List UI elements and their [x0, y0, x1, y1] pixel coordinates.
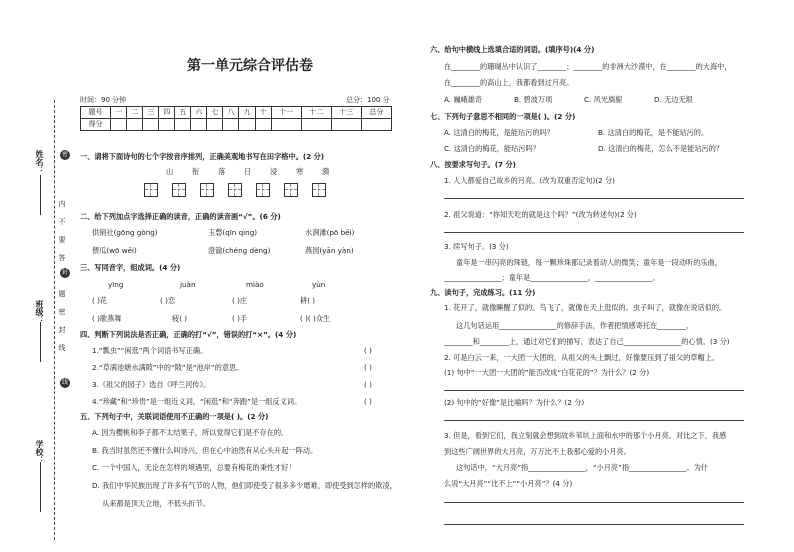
score-table-cell: 八	[223, 107, 239, 119]
seal-char: 题	[58, 290, 66, 298]
q3-blank[interactable]: 耕( )	[300, 296, 316, 305]
q5-option[interactable]: B. 我当时虽然还不懂什么叫诗兴，但在心中油然有从心头升起一阵动。	[92, 446, 318, 455]
score-table-cell: 七	[207, 107, 223, 119]
tianzige-box[interactable]	[144, 183, 158, 197]
q9-answer-line[interactable]	[444, 502, 744, 503]
score-input-cell[interactable]	[175, 119, 191, 131]
score-input-cell[interactable]	[127, 119, 143, 131]
score-input-cell[interactable]	[331, 119, 361, 131]
q4-answer-bracket[interactable]: ( )	[364, 346, 372, 355]
seal-char: 线	[58, 344, 66, 352]
tianzige-box[interactable]	[228, 183, 242, 197]
seal-char: 内	[58, 200, 66, 208]
score-table-cell: 十	[255, 107, 271, 119]
tianzige-box[interactable]	[172, 183, 186, 197]
q1-char: 落	[218, 167, 226, 176]
q6-line[interactable]: 在________的珊瑚丛中认识了________；________的非洲大沙漠中，在________的大海中，	[444, 62, 732, 71]
q1-char: 日	[244, 167, 252, 176]
q6-line[interactable]: 在________的高山上，我都看到过月亮。	[444, 78, 574, 87]
time-limit: 时间：90 分钟	[80, 96, 127, 104]
class-field[interactable]	[40, 322, 41, 362]
score-table-cell: 十一	[271, 107, 301, 119]
q1-char: 漪	[322, 167, 330, 176]
tianzige-box[interactable]	[200, 183, 214, 197]
score-table-cell: 五	[175, 107, 191, 119]
q3-blank[interactable]: ( )花	[92, 296, 108, 305]
q9-blank-line[interactable]: 这句话中，“大月亮”指________________，“小月亮”指________________。为什	[456, 463, 709, 472]
score-input-cell[interactable]	[191, 119, 207, 131]
seal-circle: 密	[61, 151, 68, 158]
binding-dashed-line	[54, 100, 55, 540]
class-label: 班级：	[35, 300, 44, 324]
q6-option: A. 巍峨雄奇	[444, 95, 483, 104]
q6-option: B. 碧波万顷	[514, 95, 553, 104]
score-table-cell: 四	[159, 107, 175, 119]
score-table-cell: 十二	[301, 107, 331, 119]
score-input-cell[interactable]	[111, 119, 127, 131]
tianzige-box[interactable]	[312, 183, 326, 197]
q8-item: 2. 祖父说道：“你知天吃的就是这个吗？”(改为转述句)(2 分)	[444, 210, 637, 219]
score-table-cell: 题号	[81, 107, 111, 119]
q3-blank[interactable]: ( )手	[232, 314, 248, 323]
name-field[interactable]	[40, 175, 41, 215]
q3-blank[interactable]: ( )恋	[160, 296, 176, 305]
score-table-cell: 总分	[361, 107, 391, 119]
score-table-score-row	[81, 119, 392, 131]
q9-subquestion: (1) 句中“一大团一大团的”能否改成“白花花的”？为什么？(2 分)	[444, 368, 650, 377]
q9-answer-line[interactable]	[444, 420, 744, 421]
q7-heading: 七、下列句子意思不相同的一项是( )。(2 分)	[430, 112, 576, 121]
q4-answer-bracket[interactable]: ( )	[364, 363, 372, 372]
q9-blank-line[interactable]: ________和________上，通过对它们的描写，表达了自己________________的心情。(3 分)	[444, 337, 730, 346]
q4-answer-bracket[interactable]: ( )	[364, 397, 372, 406]
q2-item[interactable]: 供销社(gōng gòng)	[92, 228, 158, 237]
q8-continuation: 童年是一串闪亮的珠链，每一颗珍珠都记录着动人的微笑；童年是一段动听的乐曲，	[456, 258, 722, 267]
score-table-cell: 六	[191, 107, 207, 119]
q5-option-cont: 从来都是顶天立地，不低头折节。	[102, 499, 210, 508]
q4-item: 3.《祖父的园子》选自《呼兰河传》。	[92, 380, 211, 389]
q1-char: 寒	[296, 167, 304, 176]
q2-item[interactable]: 燕园(yān yàn)	[305, 246, 354, 255]
q9-passage: 3. 但是，看到它们，我立刻就会想到故乡苇坑上面和水中的那个小月亮。对比之下，我感	[444, 431, 727, 440]
name-label: 姓名：	[35, 150, 44, 174]
q8-answer-line[interactable]	[444, 232, 744, 233]
q6-option: C. 风光旖旎	[584, 95, 623, 104]
q8-continuation-blanks[interactable]: ________________；童年是________________，________________。	[444, 273, 660, 282]
q7-option[interactable]: D. 这清白的梅花，怎么不是能玷污的？	[598, 144, 724, 153]
q9-heading: 九、读句子，完成练习。(11 分)	[430, 288, 536, 297]
q9-blank-line[interactable]: 这几句话运用________________的修辞手法，作者把情感寄托在________、	[456, 321, 694, 330]
q9-answer-line[interactable]	[444, 524, 744, 525]
q3-blank[interactable]: ( )( )众生	[300, 314, 331, 323]
score-input-cell[interactable]	[255, 119, 271, 131]
q9-passage: 2. 可是白云一来，一大团一大团的，从祖父的头上飘过，好像要压到了祖父的草帽上。	[444, 353, 720, 362]
q3-blank[interactable]: 疲( )	[172, 314, 188, 323]
score-input-cell[interactable]	[301, 119, 331, 131]
seal-circle: 封	[61, 269, 68, 276]
q3-pinyin: yùn	[312, 280, 326, 289]
q3-blank[interactable]: ( )庄	[232, 296, 248, 305]
school-field[interactable]	[40, 462, 41, 512]
tianzige-box[interactable]	[284, 183, 298, 197]
q4-item: 2.“草满池塘水满陂”中的“陂”是“池岸”的意思。	[92, 363, 244, 372]
seal-char: 答	[58, 254, 66, 262]
q5-option[interactable]: A. 因为樱桃和李子都不太结果子，所以觉得它们是不存在的。	[92, 428, 289, 437]
q5-option[interactable]: D. 我们中华民族出现了许多有气节的人物，他们即使受了很多多少磨难，即使受到怎样的欺凌，	[92, 481, 397, 490]
score-table-cell: 三	[143, 107, 159, 119]
score-input-cell[interactable]	[207, 119, 223, 131]
q4-item: 4.“珍藏”和“珍贵”是一组近义词，“闲逛”和“奔跑”是一组反义词。	[92, 397, 302, 406]
q4-heading: 四、判断下列说法是否正确，正确的打“√”，错误的打“×”。(4 分)	[80, 330, 297, 339]
q4-answer-bracket[interactable]: ( )	[364, 380, 372, 389]
q1-char: 山	[166, 167, 174, 176]
q7-option[interactable]: B. 这清白的梅花，是不能玷污的。	[598, 128, 709, 137]
q2-item[interactable]: 偎瓜(wō wēi)	[92, 246, 137, 255]
score-input-cell[interactable]	[143, 119, 159, 131]
q8-item: 1. 人人都爱自己故乡的月亮。(改为双重否定句)(2 分)	[444, 176, 615, 185]
score-input-cell[interactable]	[223, 119, 239, 131]
q7-option[interactable]: C. 这清白的梅花，能玷污吗？	[444, 144, 540, 153]
q3-blank[interactable]: ( )歌燕舞	[92, 314, 122, 323]
seal-char: 不	[58, 218, 66, 226]
score-table-cell: 得分	[81, 119, 111, 131]
score-table	[80, 106, 392, 131]
q3-pinyin: miào	[246, 280, 264, 289]
score-table-cell: 一	[111, 107, 127, 119]
q9-passage: 到这些广阔世界的大月亮，万万比不上我那心爱的小月亮。	[444, 447, 631, 456]
score-input-cell[interactable]	[271, 119, 301, 131]
seal-circle: 线	[61, 379, 68, 386]
q9-subquestion: 么说“大月亮”“比不上”“小月亮”？(4 分)	[444, 479, 573, 488]
page-title: 第一单元综合评估卷	[187, 58, 313, 74]
q7-option[interactable]: A. 这清白的梅花，是能玷污的吗？	[444, 128, 554, 137]
q3-heading: 三、写同音字，组成词。(4 分)	[80, 263, 181, 272]
q8-heading: 八、按要求写句子。(7 分)	[430, 160, 516, 169]
seal-char: 密	[58, 308, 66, 316]
q6-option: D. 无边无垠	[654, 95, 693, 104]
total-score: 总分：100 分	[346, 96, 390, 104]
score-input-cell[interactable]	[159, 119, 175, 131]
q9-subquestion: (2) 句中的“好像”是比喻吗？为什么？(2 分)	[444, 398, 585, 407]
q4-item: 1.“瓢虫”“闲逛”两个词语书写正确。	[92, 346, 208, 355]
q2-item[interactable]: 水涧滩(pō bēi)	[305, 228, 355, 237]
score-input-cell[interactable]	[239, 119, 255, 131]
tianzige-box[interactable]	[256, 183, 270, 197]
q2-item[interactable]: 澄澈(chéng dèng)	[208, 246, 271, 255]
q9-passage: 1. 花开了，就像睡醒了似的。鸟飞了，就像在天上逛似的。虫子叫了，就像在说话似的。	[444, 303, 727, 312]
q3-pinyin: yīng	[108, 280, 124, 289]
q5-option[interactable]: C. 一个中国人，无论在怎样的境遇里，总要有梅花的秉性才好！	[92, 463, 296, 472]
seal-char: 封	[58, 326, 66, 334]
school-label: 学校：	[35, 440, 44, 464]
q1-char: 浸	[270, 167, 278, 176]
seal-char: 要	[58, 236, 66, 244]
score-table-header-row	[81, 107, 392, 119]
q8-item: 3. 续写句子。(3 分)	[444, 242, 509, 251]
q3-pinyin: juàn	[180, 280, 196, 289]
score-table-cell: 九	[239, 107, 255, 119]
score-table-cell: 十三	[331, 107, 361, 119]
q6-heading: 六、给句中横线上选填合适的词语。(填序号)(4 分)	[430, 45, 595, 54]
score-input-cell[interactable]	[361, 119, 391, 131]
q5-heading: 五、下列句子中，关联词语使用不正确的一项是( )。(2 分)	[80, 412, 269, 421]
q8-answer-line[interactable]	[444, 198, 744, 199]
q9-answer-line[interactable]	[444, 390, 744, 391]
q1-heading: 一、请将下面诗句的七个字按音序排列，正确美观地书写在田字格中。(2 分)	[80, 152, 325, 161]
q2-item[interactable]: 玉磬(qīn qìng)	[208, 228, 258, 237]
score-table-cell: 二	[127, 107, 143, 119]
q1-char: 衔	[192, 167, 200, 176]
q2-heading: 二、给下列加点字选择正确的读音，正确的读音画“√”。(6 分)	[80, 212, 281, 221]
